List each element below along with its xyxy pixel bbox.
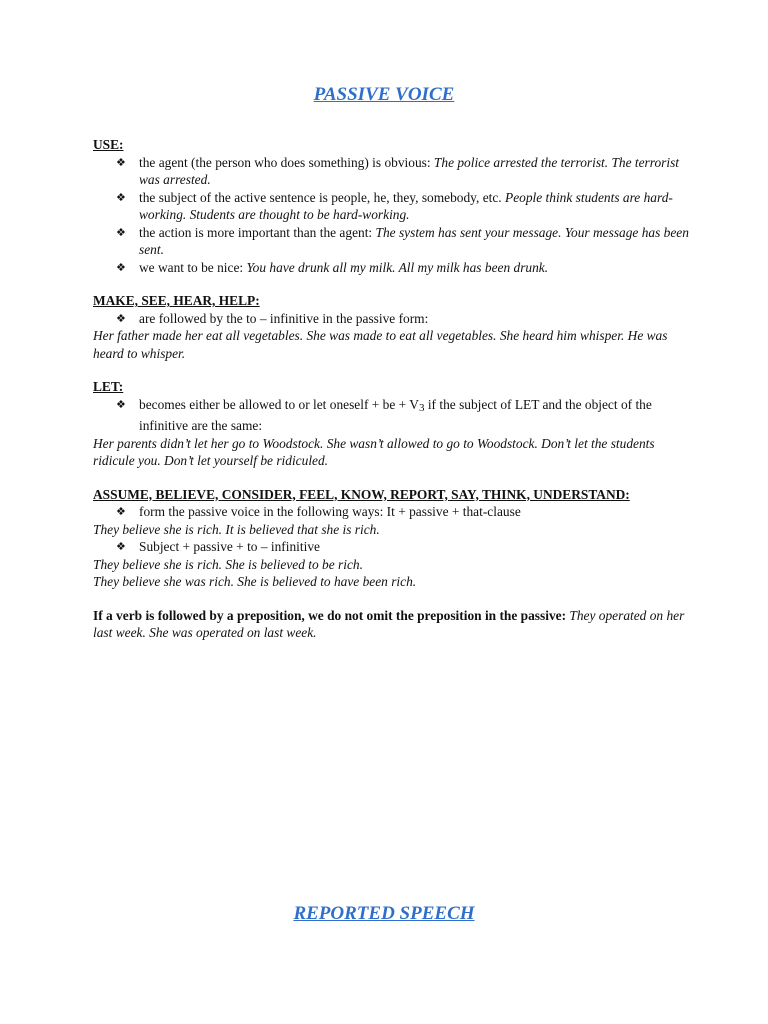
preposition-note-text: If a verb is followed by a preposition, we do not omit the preposition in the passive: <box>93 607 567 623</box>
list-item <box>116 154 693 189</box>
assume-item-text: Subject + passive + to – infinitive <box>139 539 320 554</box>
make-example: Her father made her eat all vegetables. She was made to eat all vegetables. She heard him whisper. He was heard to whisper. <box>93 328 668 361</box>
assume-example-3: They believe she was rich. She is believed to have been rich. <box>93 574 417 589</box>
list-item <box>116 538 693 556</box>
use-list <box>93 154 693 277</box>
list-item <box>116 259 693 277</box>
use-item-text: the agent (the person who does something) is obvious: <box>139 154 434 170</box>
section-let <box>93 378 693 470</box>
use-item-text: the action is more important than the agent: <box>139 224 376 240</box>
diamond-bullet-icon: ❖ <box>116 540 126 553</box>
preposition-note-example: They operated on her last week. She was operated on last week. <box>93 607 685 640</box>
document-content <box>93 136 693 658</box>
assume-example-2: They believe she is rich. She is believed to be rich. <box>93 556 363 572</box>
list-item <box>116 310 693 328</box>
diamond-bullet-icon: ❖ <box>116 505 126 518</box>
diamond-bullet-icon: ❖ <box>116 225 126 239</box>
page-title-reported-speech: REPORTED SPEECH <box>293 903 475 924</box>
diamond-bullet-icon: ❖ <box>116 260 126 274</box>
use-item-text: the subject of the active sentence is people, he, they, somebody, etc. <box>139 189 506 205</box>
let-item-text-before: becomes either be allowed to or let oneself + be + V <box>139 396 419 412</box>
list-item <box>116 396 693 435</box>
section-preposition-note <box>93 607 693 642</box>
list-item <box>116 503 693 521</box>
heading-use: USE: <box>93 137 124 152</box>
heading-make-see-hear-help: MAKE, SEE, HEAR, HELP: <box>93 293 260 308</box>
use-item-text: we want to be nice: <box>139 259 247 275</box>
assume-list-1 <box>93 503 693 521</box>
section-make-see-hear-help <box>93 292 693 362</box>
make-list <box>93 310 693 328</box>
assume-item-text: form the passive voice in the following ways: It + passive + that-clause <box>139 504 521 519</box>
diamond-bullet-icon: ❖ <box>116 190 126 204</box>
assume-example-1: They believe she is rich. It is believed that she is rich. <box>93 521 380 537</box>
diamond-bullet-icon: ❖ <box>116 155 126 169</box>
assume-list-2 <box>93 538 693 556</box>
page-title-passive-voice: PASSIVE VOICE <box>313 84 455 105</box>
use-item-example: You have drunk all my milk. All my milk has been drunk. <box>246 259 549 275</box>
diamond-bullet-icon: ❖ <box>116 397 126 411</box>
let-list <box>93 396 693 435</box>
let-example: Her parents didn’t let her go to Woodstock. She wasn’t allowed to go to Woodstock. Don’t let the students ridicule you. Don’t let yourself be ridiculed. <box>93 435 655 468</box>
list-item <box>116 224 693 259</box>
make-item-text: are followed by the to – infinitive in the passive form: <box>139 310 429 326</box>
section-use <box>93 136 693 276</box>
list-item <box>116 189 693 224</box>
section-assume-believe <box>93 486 693 591</box>
use-item-example: The police arrested the terrorist. The terrorist was arrested. <box>139 154 680 187</box>
let-item-text-after: if the subject of LET and the object of the infinitive are the same: <box>139 396 652 433</box>
use-item-example: The system has sent your message. Your message has been sent. <box>139 224 689 257</box>
use-item-example: People think students are hard-working. Students are thought to be hard-working. <box>139 189 673 222</box>
let-item-subscript: 3 <box>418 401 425 414</box>
heading-let: LET: <box>93 379 124 394</box>
diamond-bullet-icon: ❖ <box>116 311 126 325</box>
heading-assume-believe: ASSUME, BELIEVE, CONSIDER, FEEL, KNOW, REPORT, SAY, THINK, UNDERSTAND: <box>93 486 630 502</box>
